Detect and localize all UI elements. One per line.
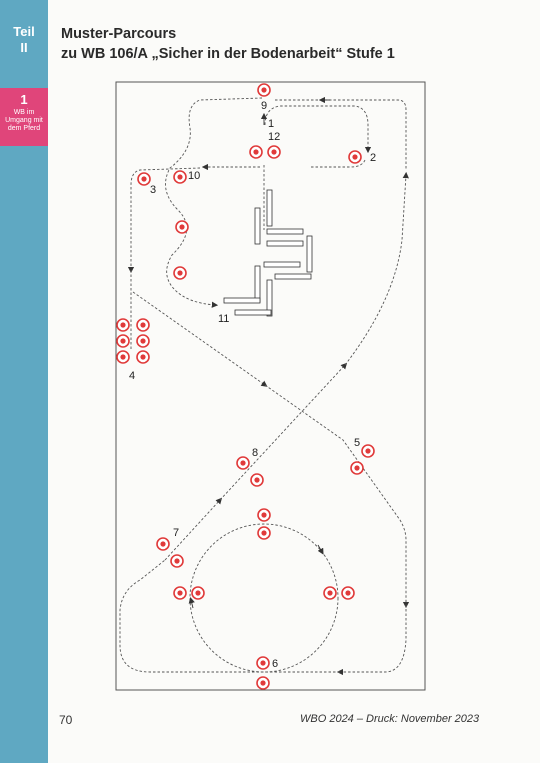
path-bottom-left [120, 560, 340, 672]
station-label-7: 7 [173, 527, 180, 539]
cone-marker [258, 84, 270, 96]
cone-marker [324, 587, 336, 599]
cone-marker [117, 335, 129, 347]
title-line-2: zu WB 106/A „Sicher in der Bodenarbeit“ Stufe 1 [61, 46, 395, 62]
path-top-right [275, 100, 406, 170]
cone-marker [342, 587, 354, 599]
cone-markers [117, 84, 377, 689]
cone-marker [258, 509, 270, 521]
path-diag-b [265, 385, 406, 605]
cone-marker [250, 146, 262, 158]
page-number: 70 [59, 713, 73, 727]
publication-note: WBO 2024 – Druck: November 2023 [300, 713, 480, 725]
cone-marker [137, 351, 149, 363]
cone-marker [349, 151, 361, 163]
path-diag-e [345, 175, 406, 365]
cone-marker [251, 474, 263, 486]
route-paths [120, 98, 406, 672]
station-label-12: 12 [268, 131, 281, 143]
volte-circle [190, 524, 338, 672]
cone-marker [174, 267, 186, 279]
cone-marker [268, 146, 280, 158]
path-1-to-2 [265, 106, 368, 150]
station-label-2: 2 [370, 152, 377, 164]
cone-marker [117, 319, 129, 331]
part-number: II [20, 40, 28, 55]
cone-marker [257, 657, 269, 669]
station-label-1: 1 [268, 118, 275, 130]
section-text-1: WB im [13, 109, 35, 116]
station-label-5: 5 [354, 437, 361, 449]
station-label-10: 10 [188, 170, 201, 182]
section-text-2: Umgang mit [5, 117, 43, 124]
circle-arrow-2 [191, 600, 193, 608]
pole-obstacle [224, 190, 312, 316]
station-label-4: 4 [129, 370, 136, 382]
path-diag-a [133, 292, 265, 385]
cone-marker [171, 555, 183, 567]
part-label: Teil [13, 24, 35, 39]
cone-marker [351, 462, 363, 474]
station-label-8: 8 [252, 447, 259, 459]
cone-marker [137, 335, 149, 347]
cone-marker [362, 445, 374, 457]
station-label-6: 6 [272, 658, 279, 670]
station-label-9: 9 [261, 100, 268, 112]
station-label-3: 3 [150, 184, 157, 196]
cone-marker [258, 527, 270, 539]
cone-marker [138, 173, 150, 185]
title-line-1: Muster-Parcours [61, 26, 177, 42]
cone-marker [237, 457, 249, 469]
cone-marker [174, 171, 186, 183]
station-label-11: 11 [218, 313, 230, 325]
section-text-3: dem Pferd [7, 125, 41, 132]
arena-border [116, 82, 425, 690]
cone-marker [174, 587, 186, 599]
section-number: 1 [20, 92, 28, 107]
cone-marker [157, 538, 169, 550]
cone-marker [176, 221, 188, 233]
cone-marker [117, 351, 129, 363]
cone-marker [137, 319, 149, 331]
path-diag-d [220, 365, 345, 500]
cone-marker [192, 587, 204, 599]
path-right-bottom [340, 600, 406, 672]
cone-marker [257, 677, 269, 689]
